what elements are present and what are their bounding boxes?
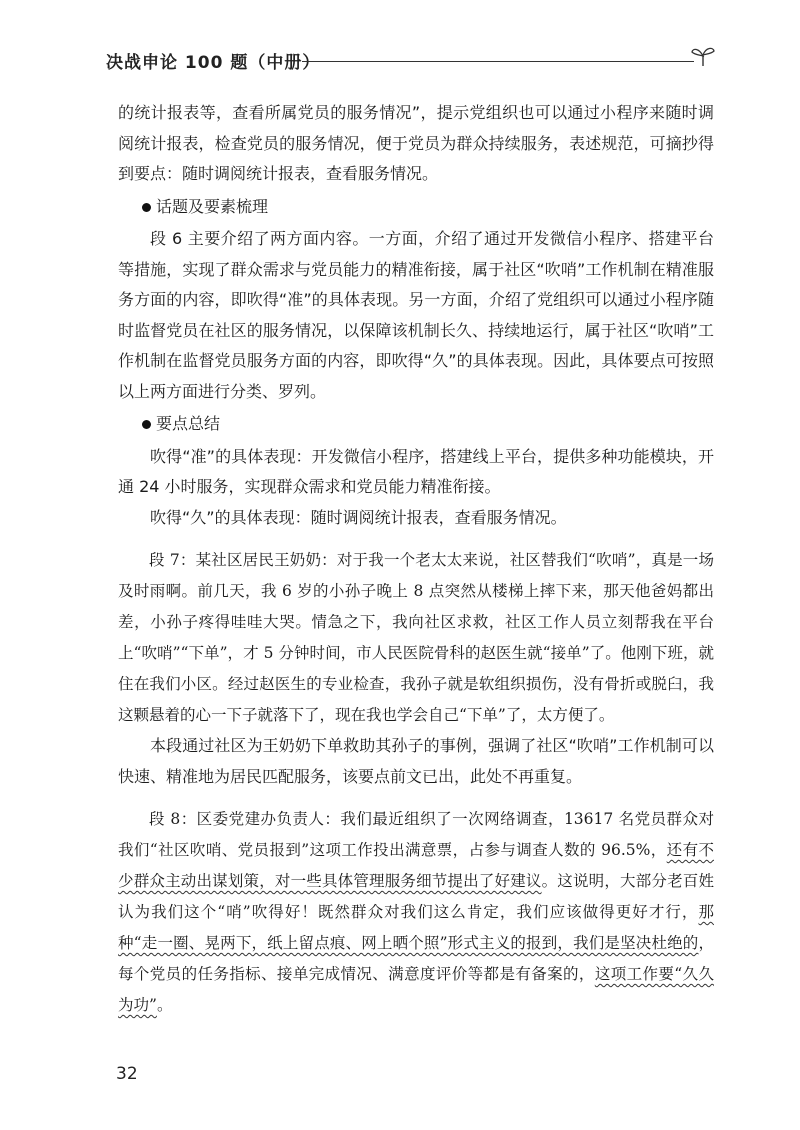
bullet-dot-icon: [142, 203, 151, 212]
source-paragraph-7: 段 7：某社区居民王奶奶：对于我一个老太太来说，社区替我们“吹哨”，真是一场及时雨啊。前几天，我 6 岁的小孙子晚上 8 点突然从楼梯上摔下来，那天他爸妈都出差，小孙子疼得哇哇大哭。情急之下，我向社区求救，社区工作人员立刻帮我在平台上“吹哨”“下单”，才 5 分钟时间，市人民医院骨科的赵医生就“接单”了。他刚下班，就住在我们小区。经过赵医生的专业检查，我孙子就是软组织损伤，没有骨折或脱臼，我这颗悬着的心一下子就落下了，现在我也学会自己“下单”了，太方便了。: [118, 551, 714, 724]
paragraph-analysis: 段 6 主要介绍了两方面内容。一方面，介绍了通过开发微信小程序、搭建平台等措施，实现了群众需求与党员能力的精准衔接，属于社区“吹哨”工作机制在精准服务方面的内容，即吹得“准”的具体表现。另一方面，介绍了党组织可以通过小程序随时监督党员在社区的服务情况，以保障该机制长久、持续地运行，属于社区“吹哨”工作机制在监督党员服务方面的内容，即吹得“久”的具体表现。因此，具体要点可按照以上两方面进行分类、罗列。: [118, 229, 714, 401]
book-title: 决战申论 100 题（中册）: [106, 53, 321, 73]
text-segment: 。: [156, 996, 173, 1014]
section-heading-summary: [118, 409, 714, 440]
header-rule: [302, 61, 694, 62]
source-paragraph-8: [118, 804, 714, 1021]
page-number: 32: [116, 1064, 138, 1084]
sprout-icon: [690, 44, 716, 68]
bullet-dot-icon: [142, 420, 151, 429]
text-segment: 段 8：区委党建办负责人：我们最近组织了一次网络调查，13617 名党员群众对我们“社区吹哨、党员报到”这项工作投出满意票，占参与调查人数的 96.5%，: [118, 810, 714, 859]
summary-point-zhun: 吹得“准”的具体表现：开发微信小程序，搭建线上平台，提供多种功能模块，开通 24 小时服务，实现群众需求和党员能力精准衔接。: [118, 446, 714, 496]
section-heading-label: 要点总结: [156, 414, 221, 433]
paragraph-continued: 的统计报表等，查看所属党员的服务情况”，提示党组织也可以通过小程序来随时调阅统计报表，检查党员的服务情况，便于党员为群众持续服务，表述规范，可摘抄得到要点：随时调阅统计报表，查看服务情况。: [118, 103, 714, 183]
summary-point-jiu: 吹得“久”的具体表现：随时调阅统计报表，查看服务情况。: [150, 507, 567, 527]
text-segment: 。这说明，大部分老百姓认为我们这个“哨”吹得好！既然群众对我们这么肯定，我们应该做得更好才行，: [118, 872, 714, 921]
wavy-underlined-text: 这项工作要“久久为功”: [118, 965, 714, 1014]
section-heading-label: 话题及要素梳理: [156, 196, 269, 216]
page-body: [118, 98, 714, 1021]
paragraph-commentary: 本段通过社区为王奶奶下单救助其孙子的事例，强调了社区“吹哨”工作机制可以快速、精准地为居民匹配服务，该要点前文已出，此处不再重复。: [118, 736, 714, 786]
section-heading-topic: [118, 192, 714, 223]
text-segment: ，每个党员的任务指标、接单完成情况、满意度评价等都是有备案的，: [118, 934, 714, 983]
wavy-underlined-text: 还有不少群众主动出谋划策，对一些具体管理服务细节提出了好建议: [118, 841, 714, 890]
running-header: [106, 44, 716, 78]
wavy-underlined-text: 那种“走一圈、晃两下，纸上留点痕、网上晒个照”形式主义的报到，我们是坚决杜绝的: [118, 903, 714, 952]
